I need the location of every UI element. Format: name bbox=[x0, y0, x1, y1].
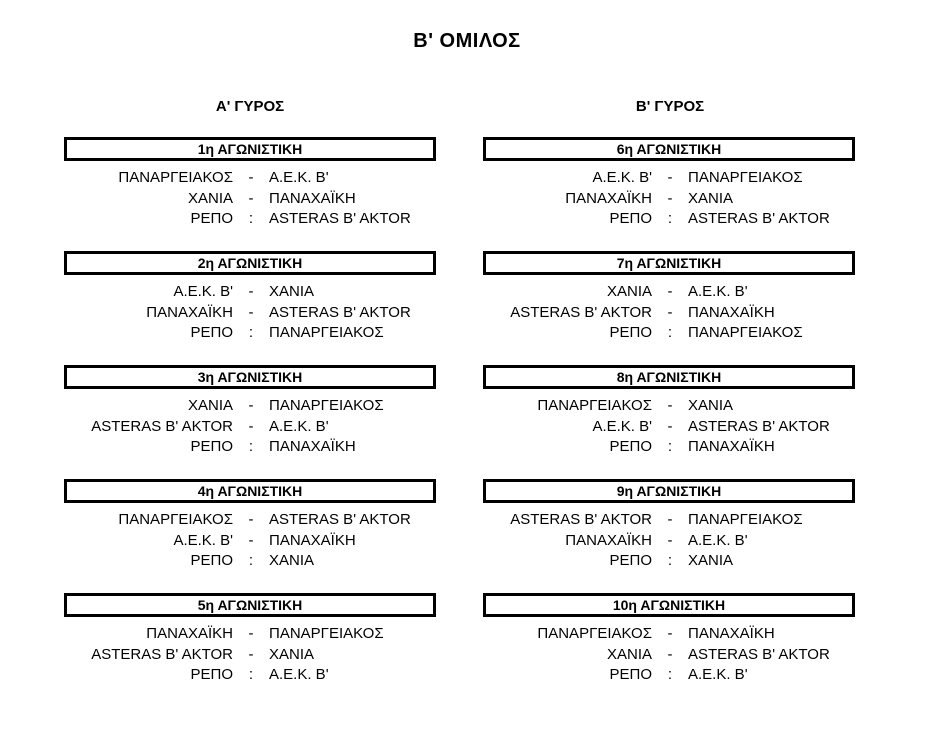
separator: : bbox=[667, 210, 673, 228]
separator: - bbox=[667, 303, 673, 321]
match-list bbox=[64, 624, 436, 686]
separator: - bbox=[248, 397, 254, 414]
match-row bbox=[483, 209, 855, 230]
separator: - bbox=[667, 397, 673, 414]
away-team: ASTERAS B' AKTOR bbox=[269, 303, 411, 321]
away-team: ASTERAS B' AKTOR bbox=[688, 645, 830, 663]
match-row bbox=[64, 189, 436, 210]
match-row bbox=[64, 323, 436, 344]
round-10 bbox=[483, 593, 855, 686]
match-list bbox=[483, 168, 855, 230]
separator: : bbox=[667, 324, 673, 342]
separator: : bbox=[248, 324, 254, 342]
match-row bbox=[64, 624, 436, 645]
away-team: Α.Ε.Κ. Β' bbox=[269, 666, 329, 684]
away-team: ΠΑΝΑΡΓΕΙΑΚΟΣ bbox=[688, 169, 803, 186]
home-team: ΠΑΝΑΡΓΕΙΑΚΟΣ bbox=[118, 169, 233, 186]
home-team: ΡΕΠΟ bbox=[190, 666, 233, 684]
page-title: Β' ΟΜΙΛΟΣ bbox=[413, 30, 521, 52]
separator: : bbox=[248, 666, 254, 684]
round-label: 1η ΑΓΩΝΙΣΤΙΚΗ bbox=[64, 137, 436, 161]
separator: : bbox=[248, 552, 254, 570]
away-team: ΠΑΝΑΧΑΪΚΗ bbox=[688, 625, 775, 642]
round-2 bbox=[64, 251, 436, 344]
separator: - bbox=[248, 511, 254, 528]
round-6 bbox=[483, 137, 855, 230]
separator: - bbox=[248, 625, 254, 642]
home-team: ΡΕΠΟ bbox=[190, 210, 233, 228]
match-row bbox=[483, 531, 855, 552]
home-team: ΠΑΝΑΡΓΕΙΑΚΟΣ bbox=[537, 397, 652, 414]
away-team: Α.Ε.Κ. Β' bbox=[269, 169, 329, 186]
round-label: 8η ΑΓΩΝΙΣΤΙΚΗ bbox=[483, 365, 855, 389]
round-9 bbox=[483, 479, 855, 572]
away-team: ΠΑΝΑΡΓΕΙΑΚΟΣ bbox=[688, 511, 803, 528]
round-8 bbox=[483, 365, 855, 458]
round-label: 6η ΑΓΩΝΙΣΤΙΚΗ bbox=[483, 137, 855, 161]
home-team: ASTERAS B' AKTOR bbox=[91, 417, 233, 435]
match-list bbox=[483, 396, 855, 458]
away-team: ASTERAS B' AKTOR bbox=[688, 210, 830, 228]
separator: : bbox=[667, 552, 673, 570]
round-label: 7η ΑΓΩΝΙΣΤΙΚΗ bbox=[483, 251, 855, 275]
away-team: ΠΑΝΑΧΑΪΚΗ bbox=[269, 189, 356, 207]
away-team: ΠΑΝΑΡΓΕΙΑΚΟΣ bbox=[269, 397, 384, 414]
first-leg-header: Α' ΓΥΡΟΣ bbox=[215, 98, 285, 115]
separator: - bbox=[667, 169, 673, 186]
away-team: ΠΑΝΑΧΑΪΚΗ bbox=[688, 438, 775, 456]
match-row bbox=[483, 417, 855, 438]
home-team: ΠΑΝΑΧΑΪΚΗ bbox=[565, 189, 652, 207]
separator: - bbox=[248, 645, 254, 663]
round-label: 5η ΑΓΩΝΙΣΤΙΚΗ bbox=[64, 593, 436, 617]
home-team: ΡΕΠΟ bbox=[609, 438, 652, 456]
round-label: 2η ΑΓΩΝΙΣΤΙΚΗ bbox=[64, 251, 436, 275]
separator: - bbox=[248, 169, 254, 186]
match-row bbox=[483, 168, 855, 189]
round-7 bbox=[483, 251, 855, 344]
match-row bbox=[64, 396, 436, 417]
match-row bbox=[64, 645, 436, 666]
separator: - bbox=[667, 645, 673, 663]
match-row bbox=[483, 437, 855, 458]
round-4 bbox=[64, 479, 436, 572]
separator: : bbox=[248, 438, 254, 456]
match-row bbox=[483, 645, 855, 666]
home-team: ΧΑΝΙΑ bbox=[187, 397, 233, 414]
away-team: ASTERAS B' AKTOR bbox=[688, 417, 830, 435]
away-team: Α.Ε.Κ. Β' bbox=[688, 531, 748, 549]
home-team: ΡΕΠΟ bbox=[609, 324, 652, 342]
away-team: ΧΑΝΙΑ bbox=[269, 645, 315, 663]
home-team: ΡΕΠΟ bbox=[609, 210, 652, 228]
match-row bbox=[64, 437, 436, 458]
round-3 bbox=[64, 365, 436, 458]
round-label: 10η ΑΓΩΝΙΣΤΙΚΗ bbox=[483, 593, 855, 617]
match-list bbox=[483, 510, 855, 572]
home-team: ΡΕΠΟ bbox=[190, 324, 233, 342]
match-row bbox=[483, 303, 855, 324]
match-row bbox=[483, 323, 855, 344]
match-row bbox=[64, 665, 436, 686]
match-row bbox=[483, 551, 855, 572]
match-list bbox=[64, 396, 436, 458]
round-label: 9η ΑΓΩΝΙΣΤΙΚΗ bbox=[483, 479, 855, 503]
away-team: Α.Ε.Κ. Β' bbox=[688, 283, 748, 300]
match-list bbox=[64, 510, 436, 572]
separator: - bbox=[248, 417, 254, 435]
home-team: Α.Ε.Κ. Β' bbox=[173, 283, 233, 300]
match-row bbox=[483, 624, 855, 645]
home-team: Α.Ε.Κ. Β' bbox=[592, 169, 652, 186]
separator: - bbox=[248, 189, 254, 207]
match-row bbox=[64, 510, 436, 531]
home-team: ΠΑΝΑΡΓΕΙΑΚΟΣ bbox=[537, 625, 652, 642]
match-row bbox=[483, 282, 855, 303]
home-team: ASTERAS B' AKTOR bbox=[510, 303, 652, 321]
separator: - bbox=[667, 531, 673, 549]
round-label: 4η ΑΓΩΝΙΣΤΙΚΗ bbox=[64, 479, 436, 503]
home-team: ΡΕΠΟ bbox=[609, 666, 652, 684]
home-team: ΠΑΝΑΡΓΕΙΑΚΟΣ bbox=[118, 511, 233, 528]
match-list bbox=[64, 168, 436, 230]
match-row bbox=[64, 551, 436, 572]
match-row bbox=[64, 417, 436, 438]
away-team: ΧΑΝΙΑ bbox=[269, 283, 315, 300]
away-team: ΧΑΝΙΑ bbox=[269, 552, 315, 570]
match-row bbox=[64, 209, 436, 230]
home-team: Α.Ε.Κ. Β' bbox=[173, 531, 233, 549]
home-team: Α.Ε.Κ. Β' bbox=[592, 417, 652, 435]
separator: - bbox=[248, 531, 254, 549]
round-5 bbox=[64, 593, 436, 686]
home-team: ΡΕΠΟ bbox=[190, 438, 233, 456]
away-team: ΠΑΝΑΡΓΕΙΑΚΟΣ bbox=[269, 324, 384, 342]
match-row bbox=[64, 531, 436, 552]
home-team: ΧΑΝΙΑ bbox=[606, 283, 652, 300]
match-row bbox=[483, 396, 855, 417]
separator: : bbox=[667, 438, 673, 456]
match-row bbox=[483, 510, 855, 531]
match-row bbox=[64, 168, 436, 189]
separator: - bbox=[667, 625, 673, 642]
away-team: ASTERAS B' AKTOR bbox=[269, 210, 411, 228]
match-row bbox=[64, 303, 436, 324]
away-team: ΠΑΝΑΧΑΪΚΗ bbox=[269, 531, 356, 549]
home-team: ΧΑΝΙΑ bbox=[606, 645, 652, 663]
home-team: ΠΑΝΑΧΑΪΚΗ bbox=[146, 625, 233, 642]
second-leg-header: Β' ΓΥΡΟΣ bbox=[635, 98, 705, 115]
home-team: ΡΕΠΟ bbox=[609, 552, 652, 570]
away-team: Α.Ε.Κ. Β' bbox=[269, 417, 329, 435]
away-team: ΠΑΝΑΡΓΕΙΑΚΟΣ bbox=[269, 625, 384, 642]
home-team: ΠΑΝΑΧΑΪΚΗ bbox=[565, 531, 652, 549]
away-team: ASTERAS B' AKTOR bbox=[269, 511, 411, 528]
separator: - bbox=[248, 283, 254, 300]
round-label: 3η ΑΓΩΝΙΣΤΙΚΗ bbox=[64, 365, 436, 389]
match-list bbox=[483, 624, 855, 686]
match-list bbox=[483, 282, 855, 344]
separator: - bbox=[667, 511, 673, 528]
round-1 bbox=[64, 137, 436, 230]
separator: - bbox=[667, 189, 673, 207]
away-team: Α.Ε.Κ. Β' bbox=[688, 666, 748, 684]
away-team: ΠΑΝΑΧΑΪΚΗ bbox=[269, 438, 356, 456]
away-team: ΠΑΝΑΡΓΕΙΑΚΟΣ bbox=[688, 324, 803, 342]
home-team: ΠΑΝΑΧΑΪΚΗ bbox=[146, 303, 233, 321]
match-list bbox=[64, 282, 436, 344]
separator: - bbox=[667, 417, 673, 435]
home-team: ΧΑΝΙΑ bbox=[187, 189, 233, 207]
away-team: ΧΑΝΙΑ bbox=[688, 189, 734, 207]
separator: - bbox=[667, 283, 673, 300]
home-team: ASTERAS B' AKTOR bbox=[510, 511, 652, 528]
match-row bbox=[483, 665, 855, 686]
away-team: ΧΑΝΙΑ bbox=[688, 397, 734, 414]
match-row bbox=[64, 282, 436, 303]
away-team: ΧΑΝΙΑ bbox=[688, 552, 734, 570]
home-team: ASTERAS B' AKTOR bbox=[91, 645, 233, 663]
separator: : bbox=[667, 666, 673, 684]
home-team: ΡΕΠΟ bbox=[190, 552, 233, 570]
away-team: ΠΑΝΑΧΑΪΚΗ bbox=[688, 303, 775, 321]
separator: : bbox=[248, 210, 254, 228]
match-row bbox=[483, 189, 855, 210]
separator: - bbox=[248, 303, 254, 321]
